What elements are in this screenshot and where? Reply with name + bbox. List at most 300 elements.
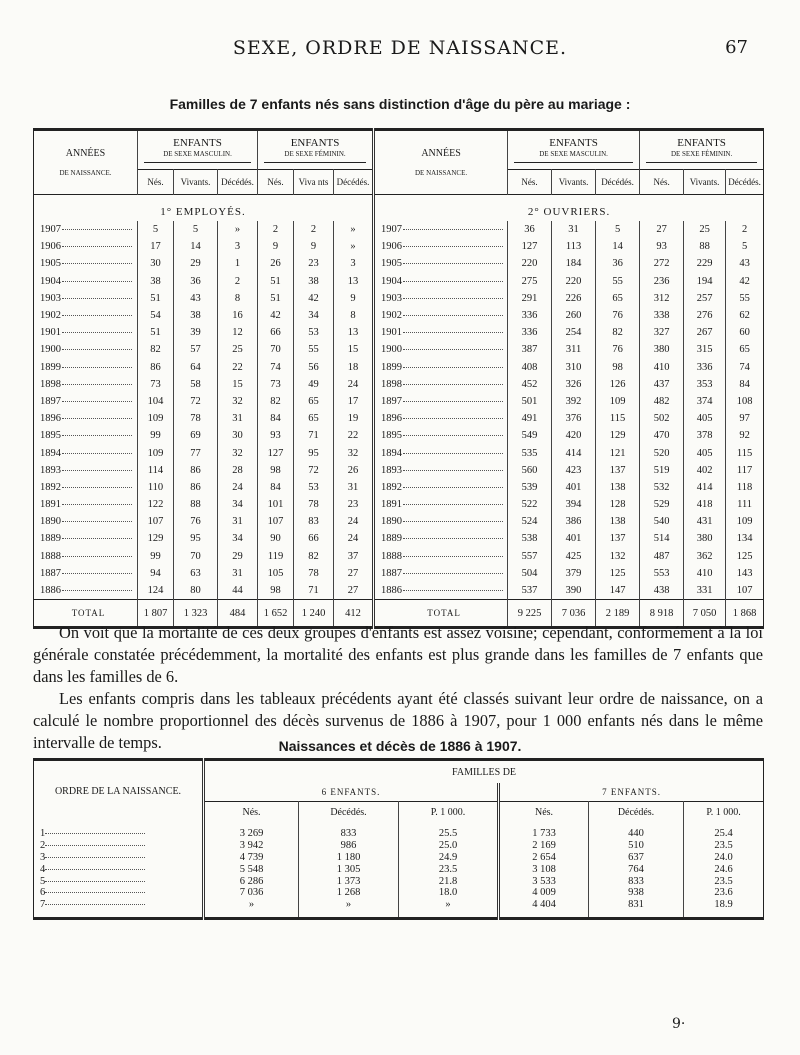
cell: 8 [334, 307, 374, 324]
cell: 522 [508, 496, 552, 513]
leader-dots [45, 869, 145, 870]
cell: 524 [508, 513, 552, 530]
header-enfants: ENFANTS [677, 137, 726, 150]
cell: 3 108 [499, 863, 589, 875]
year-label: 1893 [381, 464, 403, 476]
cell: 387 [508, 341, 552, 358]
cell: 97 [739, 413, 750, 425]
cell: 29 [174, 255, 218, 272]
cell: 55 [294, 341, 334, 358]
cell: 402 [684, 462, 726, 479]
cell: 44 [218, 582, 258, 600]
year-cell [374, 548, 508, 565]
order-cell [34, 875, 204, 887]
year-label: 1889 [381, 533, 403, 545]
header-vivants: Vivants. [174, 170, 218, 195]
leader-dots [403, 556, 503, 557]
header-vivants: Vivants. [684, 170, 726, 195]
year-cell [374, 427, 508, 444]
cell: 2 169 [499, 840, 589, 852]
cell: 24 [334, 376, 374, 393]
cell: 532 [640, 479, 684, 496]
cell: 109 [138, 444, 174, 461]
cell: 21.8 [399, 875, 499, 887]
cell: 55 [739, 292, 750, 304]
year-cell [374, 530, 508, 547]
cell: 83 [294, 513, 334, 530]
year-cell [34, 238, 138, 255]
leader-dots [62, 487, 132, 488]
cell: 514 [640, 530, 684, 547]
order-cell [34, 822, 204, 840]
cell: 36 [596, 255, 640, 272]
year-cell [34, 496, 138, 513]
year-cell [374, 273, 508, 290]
cell: 143 [736, 567, 753, 579]
cell: 938 [589, 887, 684, 899]
cell: 310 [552, 359, 596, 376]
cell: 27 [334, 582, 374, 600]
year-cell [374, 496, 508, 513]
cell: 107 [258, 513, 294, 530]
leader-dots [62, 367, 132, 368]
cell: 34 [294, 307, 334, 324]
year-label: 1887 [40, 567, 61, 579]
cell: 257 [684, 290, 726, 307]
year-label: 1893 [40, 464, 61, 476]
cell: 74 [258, 359, 294, 376]
year-label: 1906 [381, 241, 403, 253]
cell: 14 [174, 238, 218, 255]
cell: 132 [596, 548, 640, 565]
year-label: 1887 [381, 567, 403, 579]
total-cell: 1 807 [138, 600, 174, 628]
header-annees: ANNÉES [421, 147, 461, 159]
leader-dots [62, 263, 132, 264]
cell: 72 [294, 462, 334, 479]
cell: 71 [294, 427, 334, 444]
table-row [34, 852, 764, 864]
cell: 25.4 [714, 828, 733, 840]
year-cell [34, 307, 138, 324]
cell: 226 [552, 290, 596, 307]
leader-dots [403, 384, 503, 385]
cell: 537 [508, 582, 552, 600]
year-cell [34, 410, 138, 427]
cell: 540 [640, 513, 684, 530]
cell: 31 [218, 513, 258, 530]
cell: 5 [741, 241, 748, 253]
header-decedes: Décédés. [334, 170, 374, 195]
cell: 1 733 [499, 822, 589, 840]
cell: 425 [552, 548, 596, 565]
cell: 336 [684, 359, 726, 376]
cell: 93 [640, 238, 684, 255]
cell: 76 [596, 341, 640, 358]
cell: 9 [294, 238, 334, 255]
cell: 637 [589, 852, 684, 864]
cell: 291 [508, 290, 552, 307]
cell: 420 [552, 427, 596, 444]
leader-dots [62, 315, 132, 316]
cell: 13 [334, 324, 374, 341]
cell: 18.9 [714, 899, 733, 911]
header-decedes: Décédés. [299, 802, 399, 823]
cell: 73 [138, 376, 174, 393]
total-cell: 412 [334, 600, 374, 628]
cell: » [334, 221, 374, 238]
cell: 107 [736, 585, 753, 597]
leader-dots [403, 263, 503, 264]
order-cell [34, 863, 204, 875]
year-label: 1886 [40, 585, 61, 597]
cell: 220 [508, 255, 552, 272]
cell: 42 [258, 307, 294, 324]
cell: 18.0 [399, 887, 499, 899]
table-row [34, 875, 764, 887]
leader-dots [403, 298, 503, 299]
year-label: 1904 [40, 275, 61, 287]
cell: 127 [508, 238, 552, 255]
cell: 114 [138, 462, 174, 479]
cell: 529 [640, 496, 684, 513]
cell: 118 [736, 481, 753, 493]
header-decedes: Décédés. [596, 170, 640, 195]
cell: 336 [508, 324, 552, 341]
cell: 109 [736, 516, 753, 528]
cell: » [204, 899, 299, 918]
cell: 25 [218, 341, 258, 358]
cell: 3 [218, 238, 258, 255]
leader-dots [403, 281, 503, 282]
cell: 36 [508, 221, 552, 238]
year-label: 1898 [40, 378, 61, 390]
cell: 423 [552, 462, 596, 479]
cell: 24 [334, 530, 374, 547]
cell: 111 [737, 499, 753, 511]
cell: 82 [258, 393, 294, 410]
cell: 338 [640, 307, 684, 324]
cell: 73 [258, 376, 294, 393]
cell: 129 [138, 530, 174, 547]
cell: 90 [258, 530, 294, 547]
cell: 82 [294, 548, 334, 565]
cell: 4 009 [499, 887, 589, 899]
year-label: 1888 [40, 550, 61, 562]
table-row [34, 582, 764, 600]
brace-line [514, 162, 633, 163]
year-label: 1891 [40, 499, 61, 511]
cell: 43 [174, 290, 218, 307]
order-label: 7 [40, 899, 46, 911]
cell: 65 [294, 410, 334, 427]
year-cell [34, 582, 138, 600]
cell: 57 [174, 341, 218, 358]
year-label: 1900 [40, 344, 61, 356]
cell: 76 [174, 513, 218, 530]
cell: 487 [640, 548, 684, 565]
year-label: 1897 [40, 395, 61, 407]
cell: 88 [174, 496, 218, 513]
year-label: 1895 [40, 430, 61, 442]
cell: 115 [596, 410, 640, 427]
cell: 31 [334, 479, 374, 496]
table-row [34, 307, 764, 324]
cell: 501 [508, 393, 552, 410]
table-row [34, 479, 764, 496]
cell: 113 [552, 238, 596, 255]
leader-dots [403, 590, 503, 591]
leader-dots [62, 504, 132, 505]
cell: 2 654 [499, 852, 589, 864]
cell: 2 [258, 221, 294, 238]
cell: 18 [334, 359, 374, 376]
cell: 553 [640, 565, 684, 582]
header-nes: Nés. [640, 170, 684, 195]
table-row [34, 341, 764, 358]
cell: 39 [174, 324, 218, 341]
cell: 32 [218, 444, 258, 461]
year-label: 1890 [381, 516, 403, 528]
year-cell [34, 290, 138, 307]
year-cell [34, 444, 138, 461]
year-label: 1903 [40, 292, 61, 304]
header-decedes: Décédés. [726, 170, 764, 195]
year-label: 1898 [381, 378, 403, 390]
year-label: 1899 [40, 361, 61, 373]
header-decedes: Décédés. [218, 170, 258, 195]
cell: 538 [508, 530, 552, 547]
cell: 109 [138, 410, 174, 427]
leader-dots [45, 857, 145, 858]
order-label: 6 [40, 887, 46, 899]
table-row [34, 427, 764, 444]
leader-dots [62, 590, 132, 591]
cell: 1 373 [299, 875, 399, 887]
cell: 24 [218, 479, 258, 496]
table-row [34, 899, 764, 918]
table-row [34, 255, 764, 272]
table-row [34, 324, 764, 341]
leader-dots [403, 470, 503, 471]
year-label: 1907 [40, 224, 61, 236]
cell: 5 [596, 221, 640, 238]
year-label: 1892 [40, 481, 61, 493]
year-cell [374, 582, 508, 600]
total-label: TOTAL [374, 600, 508, 628]
table-row [34, 548, 764, 565]
table-row [34, 462, 764, 479]
cell: 379 [552, 565, 596, 582]
cell: 380 [684, 530, 726, 547]
brace-line [646, 162, 757, 163]
cell: 108 [736, 395, 753, 407]
cell: 92 [739, 430, 750, 442]
header-p1000: P. 1 000. [684, 802, 764, 823]
leader-dots [62, 573, 132, 574]
year-cell [34, 513, 138, 530]
cell: 394 [552, 496, 596, 513]
header-nes: Nés. [204, 802, 299, 823]
year-label: 1890 [40, 516, 61, 528]
year-label: 1894 [40, 447, 61, 459]
cell: 254 [552, 324, 596, 341]
year-label: 1896 [381, 413, 403, 425]
table-row [34, 393, 764, 410]
leader-dots [62, 435, 132, 436]
header-enfants: ENFANTS [173, 137, 222, 150]
year-cell [34, 393, 138, 410]
cell: 66 [294, 530, 334, 547]
year-label: 1904 [381, 275, 403, 287]
cell: 126 [596, 376, 640, 393]
cell: 137 [596, 530, 640, 547]
cell: 440 [589, 822, 684, 840]
cell: 491 [508, 410, 552, 427]
table2-header-top [34, 760, 764, 784]
header-six-enfants [204, 783, 499, 802]
cell: 831 [589, 899, 684, 918]
six-label: 6 ENFANTS. [321, 787, 381, 797]
cell: 55 [596, 273, 640, 290]
order-label: 5 [40, 875, 46, 887]
cell: 70 [174, 548, 218, 565]
brace-line [144, 162, 251, 163]
cell: 24 [334, 513, 374, 530]
total-cell: 1 323 [174, 600, 218, 628]
cell: 22 [218, 359, 258, 376]
cell: 260 [552, 307, 596, 324]
cell: 78 [294, 565, 334, 582]
running-title: SEXE, ORDRE DE NAISSANCE. [232, 37, 568, 59]
year-label: 1889 [40, 533, 61, 545]
cell: 276 [684, 307, 726, 324]
cell: 401 [552, 479, 596, 496]
cell: 504 [508, 565, 552, 582]
cell: 23.5 [714, 875, 733, 887]
cell: 9 [334, 290, 374, 307]
year-cell [34, 359, 138, 376]
year-cell [34, 565, 138, 582]
cell: 275 [508, 273, 552, 290]
cell: 16 [218, 307, 258, 324]
year-cell [374, 479, 508, 496]
cell: 22 [334, 427, 374, 444]
header-masculin: DE SEXE MASCULIN. [163, 149, 232, 158]
cell: 25.5 [399, 822, 499, 840]
leader-dots [62, 229, 132, 230]
header-vivants: Vivants. [552, 170, 596, 195]
total-cell: 7 050 [684, 600, 726, 628]
leader-dots [403, 453, 503, 454]
cell: 32 [218, 393, 258, 410]
leader-dots [403, 573, 503, 574]
header-vivants: Viva nts [294, 170, 334, 195]
cell: 405 [684, 444, 726, 461]
cell: 86 [174, 462, 218, 479]
year-cell [374, 307, 508, 324]
table-row [34, 221, 764, 238]
cell: 42 [294, 290, 334, 307]
order-cell [34, 887, 204, 899]
header-sept-enfants [499, 783, 764, 802]
year-label: 1900 [381, 344, 403, 356]
cell: 410 [640, 359, 684, 376]
leader-dots [62, 470, 132, 471]
leader-dots [45, 881, 145, 882]
cell: 101 [258, 496, 294, 513]
cell: 14 [596, 238, 640, 255]
cell: 95 [174, 530, 218, 547]
header-ordre: ORDRE DE LA NAISSANCE. [34, 760, 204, 823]
section-ouvriers: 2° OUVRIERS. [374, 195, 764, 222]
cell: 557 [508, 548, 552, 565]
cell: 65 [739, 344, 750, 356]
header-nes: Nés. [258, 170, 294, 195]
cell: 184 [552, 255, 596, 272]
year-label: 1899 [381, 361, 403, 373]
leader-dots [403, 229, 503, 230]
cell: 4 739 [204, 852, 299, 864]
total-cell: 2 189 [596, 600, 640, 628]
header-enfants: ENFANTS [549, 137, 598, 150]
cell: 95 [294, 444, 334, 461]
cell: 86 [174, 479, 218, 496]
leader-dots [62, 453, 132, 454]
cell: 353 [684, 376, 726, 393]
group-masculin-right [508, 130, 640, 170]
cell: 51 [138, 324, 174, 341]
cell: 401 [552, 530, 596, 547]
section-row [34, 195, 764, 222]
cell: 452 [508, 376, 552, 393]
cell: 82 [596, 324, 640, 341]
cell: 24.0 [714, 851, 733, 863]
table-row [34, 840, 764, 852]
cell: 12 [218, 324, 258, 341]
year-cell [374, 376, 508, 393]
cell: 115 [736, 447, 753, 459]
cell: 1 180 [299, 852, 399, 864]
cell: 438 [640, 582, 684, 600]
group-feminin-right [640, 130, 764, 170]
cell: 110 [138, 479, 174, 496]
total-cell: 7 036 [552, 600, 596, 628]
cell: 30 [138, 255, 174, 272]
cell: 27 [640, 221, 684, 238]
cell: 19 [334, 410, 374, 427]
cell: 220 [552, 273, 596, 290]
cell: 84 [258, 410, 294, 427]
cell: 49 [294, 376, 334, 393]
cell: 229 [684, 255, 726, 272]
cell: 99 [138, 548, 174, 565]
cell: 72 [174, 393, 218, 410]
year-cell [34, 341, 138, 358]
cell: 34 [218, 496, 258, 513]
leader-dots [62, 418, 132, 419]
cell: 1 305 [299, 863, 399, 875]
year-cell [34, 530, 138, 547]
cell: 84 [739, 378, 750, 390]
year-cell [374, 324, 508, 341]
cell: 4 404 [499, 899, 589, 918]
cell: 107 [138, 513, 174, 530]
cell: 138 [596, 513, 640, 530]
cell: 60 [739, 327, 750, 339]
cell: 336 [508, 307, 552, 324]
year-cell [34, 462, 138, 479]
